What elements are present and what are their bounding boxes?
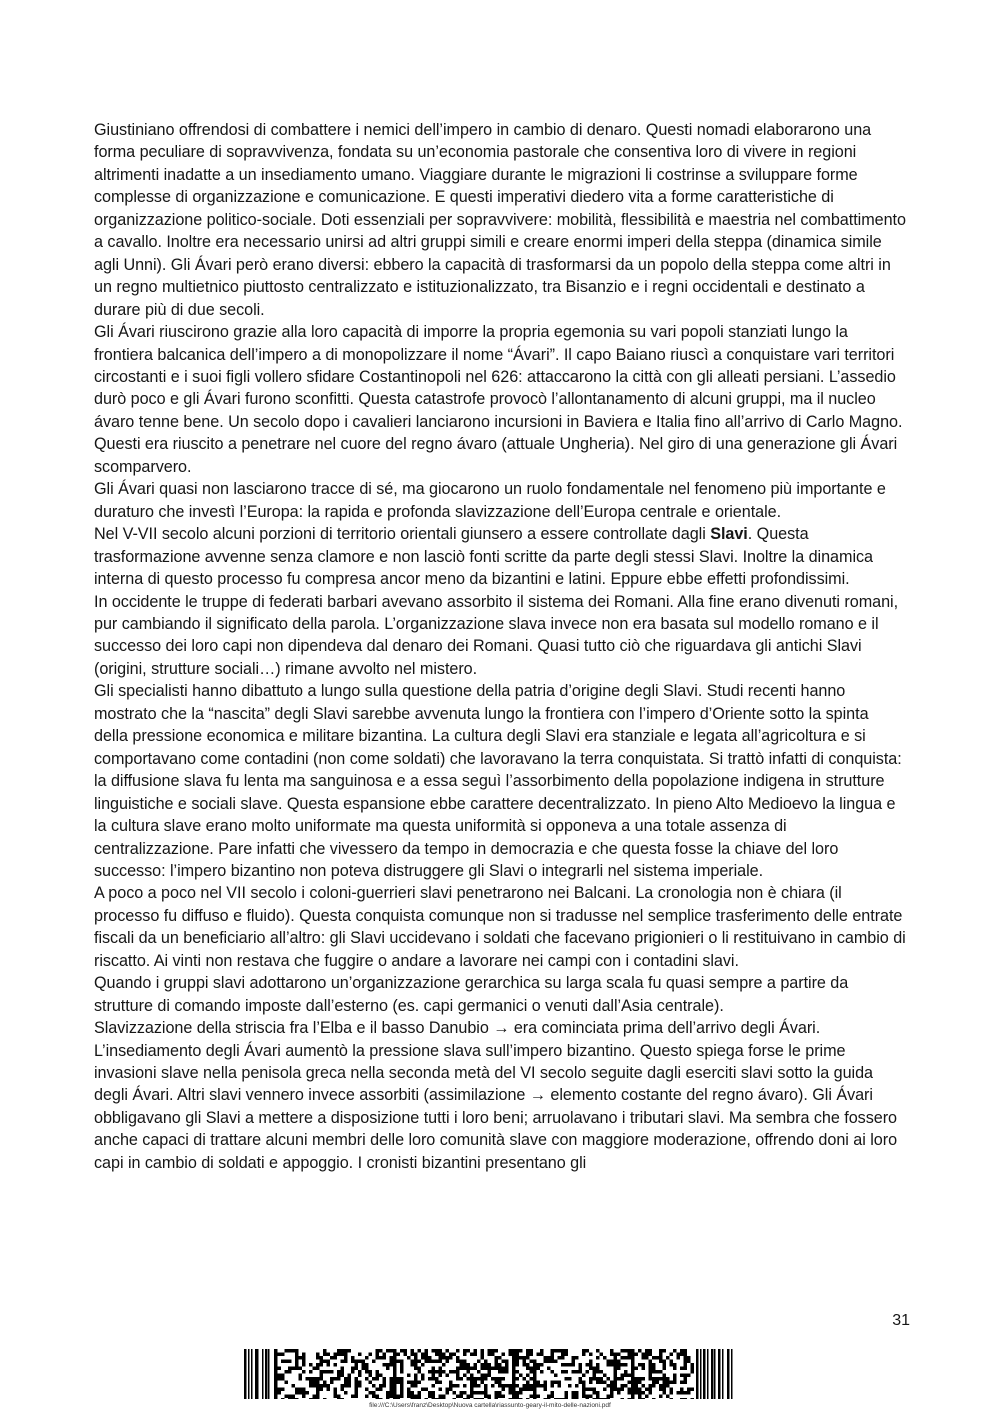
paragraph-5: In occidente le truppe di federati barbari avevano assorbito il sistema dei Romani. Alla fine erano divenuti romani, pur cambiando il significato della parola. L’organizzazione slava invece non era basata sul modello romano e il successo dei loro capi non dipendeva dal denaro dei Romani. Quasi tutto ciò che riguardava gli antichi Slavi (origini, strutture sociali…) rimane avvolto nel mistero. (94, 592, 899, 678)
paragraph-2: Gli Ávari riuscirono grazie alla loro capacità di imporre la propria egemonia su vari popoli stanziati lungo la frontiera balcanica dell’impero a di monopolizzare il nome “Ávari”. Il capo Baiano riuscì a conquistare vari territori circostanti e i suoi figli vollero sfidare Costantinopoli nel 626: attaccarono la città con gli alleati persiani. L’assedio durò poco e gli Ávari furono sconfitti. Questa catastrofe provocò l’allontanamento di alcuni gruppi, ma il nucleo ávaro tenne bene. Un secolo dopo i cavalieri lanciarono incursioni in Baviera e Italia fino all’arrivo di Carlo Magno. Questi era riuscito a penetrare nel cuore del regno ávaro (attuale Ungheria). Nel giro di una generazione gli Ávari scomparvero. (94, 323, 903, 476)
paragraph-1: Giustiniano offrendosi di combattere i nemici dell’impero in cambio di denaro. Questi nomadi elaborarono una forma peculiare di sopravvivenza, fondata su un’economia pastorale che consentiva loro di vivere in regioni altrimenti inadatte a un insediamento umano. Viaggiare durante le migrazioni li costrinse a sviluppare forme complesse di organizzazione e comunicazione. E questi imperativi diedero vita a forme caratteristiche di organizzazione politico-sociale. Doti essenziali per sopravvivere: mobilità, flessibilità e maestria nel combattimento a cavallo. Inoltre era necessario unirsi ad altri gruppi simili e creare enormi imperi della steppa (dinamica simile agli Unni). Gli Ávari però erano diversi: ebbero la capacità di trasformarsi da un popolo della steppa come altri in un regno multietnico piuttosto centralizzato e istituzionalizzato, tra Bisanzio e i regni occidentali e destinato a durare più di due secoli. (94, 121, 906, 319)
term-slavi: Slavi (710, 525, 748, 544)
paragraph-4-text-after: . Questa trasformazione avvenne senza clamore e non lasciò fonti scritte da parte degli stessi Slavi. Inoltre la dinamica interna di questo processo fu compresa ancor meno da bizantini e latini. Eppure ebbe effetti profondissimi. (94, 525, 873, 589)
paragraph-9: Slavizzazione della striscia fra l’Elba e il basso Danubio → era cominciata prima dell’arrivo degli Ávari. L’insediamento degli Ávari aumentò la pressione slava sull’impero bizantino. Questo spiega forse le prime invasioni slave nella penisola greca nella seconda metà del VI secolo seguite dagli eserciti slavi sotto la guida degli Ávari. Altri slavi vennero invece assorbiti (assimilazione → elemento costante del regno ávaro). Gli Ávari obbligavano gli Slavi a mettere a disposizione tutti i loro beni; arruolavano i tributari slavi. Ma sembra che fossero anche capaci di trattare alcuni membri delle loro comunità slave con maggiore moderazione, offrendo doni ai loro capi in cambio di soldati e appoggio. I cronisti bizantini presentano gli (94, 1019, 898, 1172)
page-number: 31 (892, 1312, 910, 1329)
paragraph-3: Gli Ávari quasi non lasciarono tracce di sé, ma giocarono un ruolo fondamentale nel fenomeno più importante e duraturo che investì l’Europa: la rapida e profonda slavizzazione dell’Europa centrale e orientale. (94, 480, 886, 521)
paragraph-8: Quando i gruppi slavi adottarono un’organizzazione gerarchica su larga scala fu quasi sempre a partire da strutture di comando imposte dall’esterno (es. capi germanici o venuti dall’Asia centrale). (94, 974, 849, 1015)
paragraph-7: A poco a poco nel VII secolo i coloni-guerrieri slavi penetrarono nei Balcani. La cronologia non è chiara (il processo fu diffuso e fluido). Questa conquista comunque non si tradusse nel semplice trasferimento delle entrate fiscali da un beneficiario all’altro: gli Slavi uccidevano i soldati che facevano prigionieri o li restituivano in cambio di riscatto. Ai vinti non restava che fuggire o andare a lavorare nei campi con i contadini slavi. (94, 884, 906, 970)
paragraph-4 (94, 523, 906, 590)
file-path: file:///C:\Users\franz\Desktop\Nuova cartella\riassunto-geary-il-mito-delle-nazioni.pdf (369, 1402, 611, 1409)
barcode-image (244, 1349, 734, 1399)
paragraph-4-text-before: Nel V-VII secolo alcuni porzioni di territorio orientali giunsero a essere controllate dagli (94, 525, 711, 544)
paragraph-6: Gli specialisti hanno dibattuto a lungo sulla questione della patria d’origine degli Slavi. Studi recenti hanno mostrato che la “nascita” degli Slavi sarebbe avvenuta lungo la frontiera con l’impero d’Oriente sotto la spinta della pressione economica e militare bizantina. La cultura degli Slavi era stanziale e legata all’agricoltura e si comportavano come contadini (non come soldati) che lavoravano la terra conquistata. Si trattò infatti di conquista: la diffusione slava fu lenta ma sanguinosa e a essa seguì l’assorbimento della popolazione indigena in strutture linguistiche e sociali slave. Questa espansione ebbe carattere decentralizzato. In pieno Alto Medioevo la lingua e la cultura slave erano molto uniformate ma questa uniformità si opponeva a una totale assenza di centralizzazione. Pare infatti che vivessero da tempo in democrazia e che questa fosse la chiave del loro successo: l’impero bizantino non poteva distruggere gli Slavi o integrarli nel sistema imperiale. (94, 682, 902, 880)
body-text (94, 119, 906, 1174)
